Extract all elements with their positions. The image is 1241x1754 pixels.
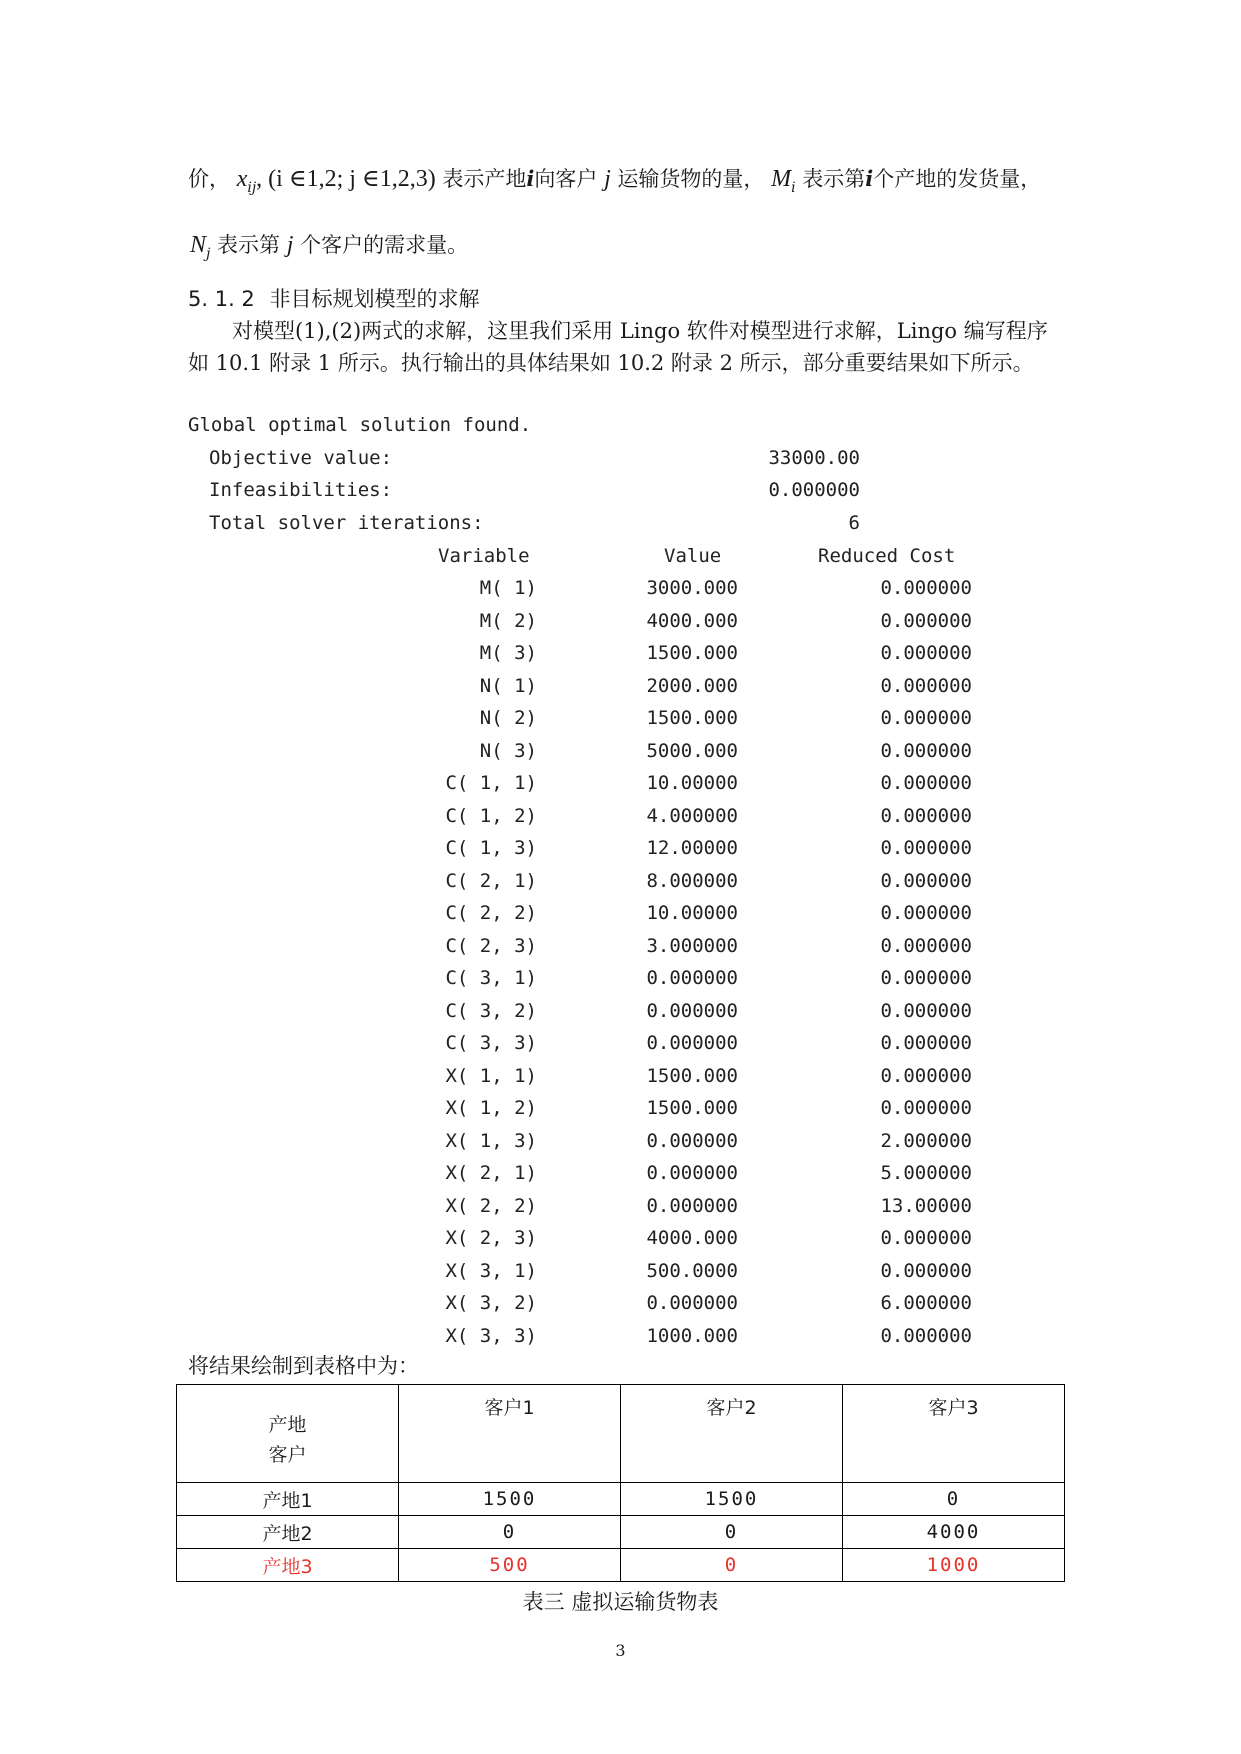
variable-reduced-cost: 2.000000 [880, 1129, 972, 1152]
variable-name: X( 3, 1) [445, 1259, 537, 1282]
variable-value: 1500.000 [646, 642, 738, 664]
variable-value: 0.000000 [646, 1162, 738, 1184]
table-corner-cell [177, 1385, 399, 1483]
table-header-row [177, 1385, 1065, 1483]
variable-reduced-cost: 0.000000 [880, 837, 972, 859]
table-row-highlighted [177, 1549, 1065, 1582]
table-cell: 0 [843, 1483, 1065, 1516]
variable-name: C( 2, 3) [445, 934, 537, 957]
variable-name: X( 3, 3) [445, 1324, 537, 1347]
variable-reduced-cost: 0.000000 [880, 577, 972, 599]
result-table [176, 1384, 1065, 1582]
variable-name: C( 2, 1) [445, 869, 537, 892]
variable-reduced-cost: 0.000000 [880, 1259, 972, 1282]
variable-value: 0.000000 [646, 1292, 738, 1314]
table-cell: 0 [621, 1516, 843, 1549]
variable-name: C( 3, 3) [445, 1032, 537, 1054]
variable-value: 0.000000 [646, 999, 738, 1022]
summary-value: 0.000000 [768, 479, 860, 501]
text-fragment: 向客户 [534, 167, 598, 191]
header-reduced-cost: Reduced Cost [818, 545, 956, 567]
variable-reduced-cost: 0.000000 [880, 772, 972, 794]
variable-value: 1500.000 [646, 1097, 738, 1119]
variable-reduced-cost: 0.000000 [880, 869, 972, 892]
math-m-subscript: i [791, 180, 796, 196]
summary-value: 6 [848, 512, 860, 534]
row-label: 产地2 [177, 1516, 399, 1549]
variable-value: 12.00000 [646, 837, 738, 859]
variable-name: X( 2, 3) [445, 1227, 537, 1249]
table-cell: 0 [621, 1549, 843, 1582]
math-i-var: i [526, 166, 535, 191]
math-range: , (i ∈1,2; j ∈1,2,3) [256, 166, 436, 192]
variable-name: N( 2) [479, 707, 537, 729]
variable-value: 10.00000 [646, 902, 738, 924]
variable-reduced-cost: 0.000000 [880, 902, 972, 924]
table-cell: 1500 [621, 1483, 843, 1516]
variable-reduced-cost: 0.000000 [880, 674, 972, 697]
header-variable: Variable [438, 545, 530, 567]
table-cell: 4000 [843, 1516, 1065, 1549]
variable-reduced-cost: 0.000000 [880, 934, 972, 957]
math-x-var: x [236, 166, 248, 192]
variable-reduced-cost: 0.000000 [880, 967, 972, 989]
corner-origin-label: 产地 [268, 1413, 307, 1436]
section-title: 非目标规划模型的求解 [269, 287, 480, 311]
math-j-var: j [286, 232, 294, 258]
column-header: 客户3 [843, 1385, 1065, 1483]
math-n-var: N [190, 232, 207, 258]
header-value: Value [664, 545, 722, 567]
variable-name: C( 1, 2) [445, 804, 537, 827]
summary-label: Infeasibilities: [209, 479, 393, 501]
table-row [177, 1483, 1065, 1516]
variable-reduced-cost: 0.000000 [880, 642, 972, 664]
text-fragment: 个产地的发货量， [873, 167, 1042, 191]
variable-reduced-cost: 5.000000 [880, 1162, 972, 1184]
variable-value: 0.000000 [646, 1129, 738, 1152]
variable-name: X( 3, 2) [445, 1292, 537, 1314]
variable-value: 2000.000 [646, 674, 738, 697]
variable-reduced-cost: 0.000000 [880, 999, 972, 1022]
section-heading [188, 283, 479, 313]
variable-name: M( 1) [479, 577, 537, 599]
variable-name: C( 1, 1) [445, 772, 537, 794]
paragraph-line-2 [190, 230, 468, 269]
variable-value: 4000.000 [646, 1227, 738, 1249]
summary-label: Total solver iterations: [209, 512, 484, 534]
variable-name: C( 3, 2) [445, 999, 537, 1022]
table-cell: 1000 [843, 1549, 1065, 1582]
variable-name: X( 1, 1) [445, 1064, 537, 1087]
text-fragment: 个客户的需求量。 [300, 233, 469, 257]
variable-value: 5000.000 [646, 739, 738, 762]
math-n-subscript: j [206, 246, 211, 262]
section-number: 5. 1. 2 [188, 287, 255, 311]
variable-reduced-cost: 0.000000 [880, 609, 972, 632]
table-cell: 0 [399, 1516, 621, 1549]
math-j-var: j [604, 166, 611, 192]
text-fragment: 运输货物的量， [617, 167, 765, 191]
variable-name: M( 3) [479, 642, 537, 664]
variable-name: X( 2, 2) [445, 1194, 537, 1217]
solver-status: Global optimal solution found. [188, 414, 532, 436]
variable-name: C( 3, 1) [445, 967, 537, 989]
variable-name: X( 2, 1) [445, 1162, 537, 1184]
variable-reduced-cost: 0.000000 [880, 1227, 972, 1249]
variable-reduced-cost: 0.000000 [880, 1064, 972, 1087]
summary-label: Objective value: [209, 447, 393, 469]
variable-reduced-cost: 0.000000 [880, 739, 972, 762]
math-m-var: M [771, 166, 792, 192]
variable-name: M( 2) [479, 609, 537, 632]
variable-value: 10.00000 [646, 772, 738, 794]
table-cell: 1500 [399, 1483, 621, 1516]
variable-name: C( 1, 3) [445, 837, 537, 859]
table-cell: 500 [399, 1549, 621, 1582]
page-number: 3 [615, 1641, 626, 1660]
variable-reduced-cost: 0.000000 [880, 1097, 972, 1119]
paragraph-line-1 [188, 164, 1041, 203]
variable-value: 0.000000 [646, 967, 738, 989]
variable-value: 4.000000 [646, 804, 738, 827]
variable-value: 1500.000 [646, 707, 738, 729]
solver-output [0, 409, 1241, 1359]
table-caption: 表三 虚拟运输货物表 [522, 1590, 719, 1614]
variable-name: X( 1, 3) [445, 1129, 537, 1152]
variable-value: 8.000000 [646, 869, 738, 892]
body-line-1: 对模型(1),(2)两式的求解，这里我们采用 Lingo 软件对模型进行求解，Lingo 编写程序 [232, 319, 1048, 343]
variable-value: 3.000000 [646, 934, 738, 957]
corner-customer-label: 客户 [268, 1443, 307, 1466]
variable-value: 0.000000 [646, 1194, 738, 1217]
text-fragment: 价， [188, 167, 230, 191]
variable-reduced-cost: 0.000000 [880, 1032, 972, 1054]
row-label: 产地3 [177, 1549, 399, 1582]
math-x-subscript: ij [247, 180, 257, 196]
variable-reduced-cost: 0.000000 [880, 804, 972, 827]
variable-name: C( 2, 2) [445, 902, 537, 924]
variable-value: 3000.000 [646, 577, 738, 599]
summary-value: 33000.00 [768, 447, 860, 469]
table-row [177, 1516, 1065, 1549]
variable-value: 500.0000 [646, 1259, 738, 1282]
variable-reduced-cost: 13.00000 [880, 1194, 972, 1217]
variable-name: N( 1) [479, 674, 537, 697]
column-header: 客户2 [621, 1385, 843, 1483]
variable-value: 0.000000 [646, 1032, 738, 1054]
table-intro: 将结果绘制到表格中为： [188, 1354, 419, 1378]
variable-value: 1000.000 [646, 1324, 738, 1347]
math-i-var: i [865, 166, 874, 191]
variable-value: 4000.000 [646, 609, 738, 632]
text-fragment: 表示第 [802, 167, 866, 191]
row-label: 产地1 [177, 1483, 399, 1516]
variable-name: X( 1, 2) [445, 1097, 537, 1119]
body-line-2: 如 10.1 附录 1 所示。执行输出的具体结果如 10.2 附录 2 所示，部分重要结果如下所示。 [188, 351, 1034, 375]
column-header: 客户1 [399, 1385, 621, 1483]
variable-name: N( 3) [479, 739, 537, 762]
text-fragment: 表示第 [217, 233, 281, 257]
variable-reduced-cost: 6.000000 [880, 1292, 972, 1314]
variable-reduced-cost: 0.000000 [880, 707, 972, 729]
variable-value: 1500.000 [646, 1064, 738, 1087]
text-fragment: 表示产地 [442, 167, 527, 191]
variable-reduced-cost: 0.000000 [880, 1324, 972, 1347]
